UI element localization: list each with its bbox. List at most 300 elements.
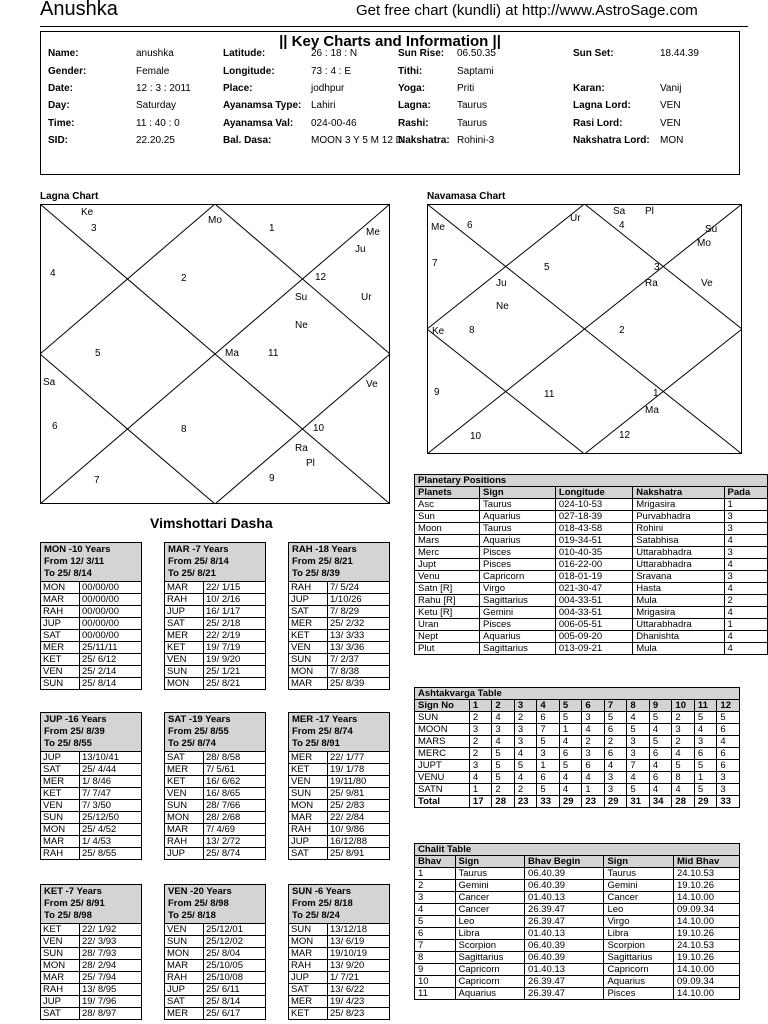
- dasha-row: [289, 642, 390, 654]
- ashtakvarga-row: [415, 772, 740, 784]
- navamsa-planet: Ne: [496, 301, 509, 312]
- dasha-end-date: 25/ 8/21: [204, 678, 266, 690]
- navamsa-chart-title: Navamasa Chart: [427, 191, 506, 202]
- dasha-end-date: 28/ 7/66: [204, 800, 266, 812]
- dasha-end-date: 22/ 1/77: [328, 752, 390, 764]
- ashtakvarga-cell: 5: [627, 784, 650, 796]
- dasha-planet: MER: [289, 752, 328, 764]
- planetary-positions-cell: Mrigasira: [633, 607, 724, 619]
- dasha-end-date: 25/ 4/44: [80, 764, 142, 776]
- ashtakvarga-cell: 4: [559, 784, 582, 796]
- chalit-title: Chalit Table: [415, 844, 740, 856]
- key-info-label: Lagna Lord:: [573, 100, 631, 111]
- dasha-end-date: 25/ 2/83: [328, 800, 390, 812]
- chalit-cell: Gemini: [455, 880, 525, 892]
- dasha-header-line: From 25/ 8/39: [44, 726, 105, 737]
- planetary-positions-cell: 019-34-51: [555, 535, 632, 547]
- key-info-value: Saturday: [136, 100, 177, 111]
- dasha-header: [40, 542, 142, 581]
- ashtakvarga-caption-row: [415, 688, 740, 700]
- dasha-header-line: SUN -6 Years: [292, 886, 351, 897]
- chalit-cell: Libra: [455, 928, 525, 940]
- dasha-end-date: 7/ 8/38: [328, 666, 390, 678]
- ashtakvarga-cell: 3: [672, 724, 695, 736]
- dasha-row: [289, 654, 390, 666]
- dasha-row: [165, 924, 266, 936]
- dasha-end-date: 25/ 8/74: [204, 848, 266, 860]
- dasha-row: [289, 752, 390, 764]
- ashtakvarga-cell: 2: [469, 748, 492, 760]
- chalit-column-header: Mid Bhav: [674, 856, 740, 868]
- dasha-header-line: SAT -19 Years: [168, 714, 231, 725]
- dasha-planet: SUN: [289, 654, 328, 666]
- ashtakvarga-cell: 3: [582, 712, 605, 724]
- dasha-planet: JUP: [165, 848, 204, 860]
- chalit-cell: Virgo: [604, 916, 674, 928]
- planetary-positions-cell: Virgo: [480, 583, 556, 595]
- chalit-cell: 24.10.53: [674, 940, 740, 952]
- planetary-positions-cell: Merc: [415, 547, 480, 559]
- ashtakvarga-cell: 6: [717, 724, 740, 736]
- ashtakvarga-column-header: 8: [627, 700, 650, 712]
- planetary-positions-row: [415, 619, 768, 631]
- planetary-positions-cell: 1: [724, 619, 767, 631]
- key-info-value: 18.44.39: [660, 48, 699, 59]
- ashtakvarga-cell: 4: [559, 772, 582, 784]
- dasha-row: [165, 582, 266, 594]
- dasha-row: [41, 678, 142, 690]
- dasha-end-date: 25/ 6/12: [80, 654, 142, 666]
- dasha-end-date: 13/ 3/36: [328, 642, 390, 654]
- ashtakvarga-row: [415, 724, 740, 736]
- lagna-planet: Ra: [295, 443, 308, 454]
- chalit-cell: 10: [415, 976, 456, 988]
- dasha-end-date: 25/ 2/18: [204, 618, 266, 630]
- ashtakvarga-cell: 6: [537, 772, 560, 784]
- planetary-positions-cell: 018-43-58: [555, 523, 632, 535]
- chalit-cell: 14.10.00: [674, 988, 740, 1000]
- planetary-positions-cell: Satabhisa: [633, 535, 724, 547]
- chalit-cell: 14.10.00: [674, 916, 740, 928]
- dasha-end-date: 00/00/00: [80, 582, 142, 594]
- dasha-row: [41, 948, 142, 960]
- chalit-cell: 06.40.39: [525, 952, 604, 964]
- planetary-positions-cell: 018-01-19: [555, 571, 632, 583]
- chalit-row: [415, 964, 740, 976]
- dasha-end-date: 00/00/00: [80, 618, 142, 630]
- dasha-table: [164, 751, 266, 860]
- chalit-cell: Pisces: [604, 988, 674, 1000]
- dasha-end-date: 28/ 7/93: [80, 948, 142, 960]
- planetary-positions-cell: 1: [724, 499, 767, 511]
- dasha-end-date: 25/ 4/52: [80, 824, 142, 836]
- key-info-label: Latitude:: [223, 48, 266, 59]
- chalit-cell: Scorpion: [455, 940, 525, 952]
- key-info-label: Ayanamsa Type:: [223, 100, 302, 111]
- navamsa-planet: Sa: [613, 206, 626, 217]
- ashtakvarga-cell: 5: [537, 784, 560, 796]
- ashtakvarga-cell: VENU: [415, 772, 470, 784]
- ashtakvarga-cell: 5: [627, 724, 650, 736]
- dasha-end-date: 25/ 8/39: [328, 678, 390, 690]
- ashtakvarga-cell: 3: [582, 748, 605, 760]
- dasha-row: [41, 924, 142, 936]
- ashtakvarga-cell: 4: [582, 772, 605, 784]
- ashtakvarga-cell: 5: [492, 748, 515, 760]
- navamsa-chart: [427, 204, 742, 454]
- ashtakvarga-cell: 29: [694, 796, 717, 808]
- dasha-end-date: 28/ 8/58: [204, 752, 266, 764]
- key-info-label: Karan:: [573, 83, 605, 94]
- ashtakvarga-cell: 7: [627, 760, 650, 772]
- ashtakvarga-cell: MOON: [415, 724, 470, 736]
- dasha-planet: MAR: [41, 594, 80, 606]
- dasha-row: [41, 752, 142, 764]
- dasha-header-line: To 25/ 8/18: [168, 910, 216, 921]
- dasha-row: [165, 996, 266, 1008]
- dasha-row: [41, 776, 142, 788]
- planetary-positions-cell: 3: [724, 547, 767, 559]
- dasha-row: [289, 594, 390, 606]
- dasha-header-line: From 25/ 8/55: [168, 726, 229, 737]
- dasha-planet: JUP: [165, 984, 204, 996]
- navamsa-house-number: 7: [432, 258, 438, 269]
- ashtakvarga-cell: 4: [492, 712, 515, 724]
- dasha-header-line: To 25/ 8/39: [292, 568, 340, 579]
- ashtakvarga-cell: 29: [604, 796, 627, 808]
- dasha-planet: SAT: [289, 848, 328, 860]
- lagna-house-number: 3: [91, 223, 97, 234]
- ashtakvarga-cell: 4: [514, 772, 537, 784]
- ashtakvarga-cell: 33: [537, 796, 560, 808]
- dasha-planet: VEN: [165, 924, 204, 936]
- dasha-end-date: 25/ 6/11: [204, 984, 266, 996]
- chalit-cell: 9: [415, 964, 456, 976]
- dasha-header: [40, 712, 142, 751]
- ashtakvarga-cell: SATN: [415, 784, 470, 796]
- lagna-planet: Ur: [361, 292, 372, 303]
- dasha-planet: SAT: [289, 984, 328, 996]
- ashtakvarga-cell: 3: [717, 784, 740, 796]
- dasha-row: [41, 936, 142, 948]
- ashtakvarga-cell: 4: [582, 724, 605, 736]
- dasha-end-date: 16/ 6/62: [204, 776, 266, 788]
- chalit-cell: 06.40.39: [525, 868, 604, 880]
- chalit-cell: 19.10.26: [674, 880, 740, 892]
- lagna-house-number: 7: [94, 475, 100, 486]
- dasha-planet: VEN: [41, 936, 80, 948]
- planetary-positions-cell: Aquarius: [480, 511, 556, 523]
- chalit-cell: 1: [415, 868, 456, 880]
- ashtakvarga-column-header: Sign No: [415, 700, 470, 712]
- navamsa-house-number: 2: [619, 325, 625, 336]
- key-info-value: Taurus: [457, 118, 488, 129]
- ashtakvarga-cell: 5: [559, 712, 582, 724]
- planetary-positions-cell: Rohini: [633, 523, 724, 535]
- ashtakvarga-row: [415, 796, 740, 808]
- ashtakvarga-cell: 3: [694, 736, 717, 748]
- ashtakvarga-cell: 5: [514, 760, 537, 772]
- dasha-row: [165, 824, 266, 836]
- chalit-cell: Sagittarius: [604, 952, 674, 964]
- dasha-planet: RAH: [165, 972, 204, 984]
- navamsa-planet: Ve: [701, 278, 713, 289]
- navamsa-planet: Me: [431, 222, 445, 233]
- dasha-row: [289, 764, 390, 776]
- navamsa-house-number: 12: [619, 430, 631, 441]
- key-info-value: 73 : 4 : E: [311, 66, 352, 77]
- ashtakvarga-cell: 3: [537, 748, 560, 760]
- ashtakvarga-cell: 5: [604, 712, 627, 724]
- dasha-end-date: 25/10/08: [204, 972, 266, 984]
- dasha-row: [289, 924, 390, 936]
- chalit-cell: 26.39.47: [525, 976, 604, 988]
- dasha-block: [288, 542, 390, 690]
- dasha-end-date: 25/ 2/14: [80, 666, 142, 678]
- dasha-row: [41, 972, 142, 984]
- chalit-cell: 2: [415, 880, 456, 892]
- planetary-positions-cell: 010-40-35: [555, 547, 632, 559]
- ashtakvarga-cell: 5: [672, 760, 695, 772]
- lagna-planet: Pl: [306, 458, 315, 469]
- vimshottari-title: Vimshottari Dasha: [150, 515, 273, 531]
- dasha-header-line: To 25/ 8/91: [292, 738, 340, 749]
- dasha-planet: SAT: [165, 996, 204, 1008]
- lagna-planet: Ne: [295, 320, 308, 331]
- dasha-planet: KET: [165, 776, 204, 788]
- key-info-value: 22.20.25: [136, 135, 175, 146]
- dasha-end-date: 25/10/05: [204, 960, 266, 972]
- key-info-value: Taurus: [457, 100, 488, 111]
- dasha-planet: RAH: [41, 606, 80, 618]
- key-info-panel: [40, 31, 740, 175]
- dasha-header-line: KET -7 Years: [44, 886, 102, 897]
- planetary-positions-cell: Rahu [R]: [415, 595, 480, 607]
- dasha-planet: KET: [41, 788, 80, 800]
- chalit-cell: Scorpion: [604, 940, 674, 952]
- ashtakvarga-cell: 3: [627, 736, 650, 748]
- dasha-block: [288, 884, 390, 1020]
- dasha-table: [164, 581, 266, 690]
- ashtakvarga-cell: 4: [672, 784, 695, 796]
- key-info-label: Name:: [48, 48, 79, 59]
- dasha-end-date: 00/00/00: [80, 606, 142, 618]
- ashtakvarga-cell: 4: [649, 784, 672, 796]
- key-info-value: anushka: [136, 48, 174, 59]
- planetary-positions-cell: 027-18-39: [555, 511, 632, 523]
- dasha-planet: SAT: [41, 1008, 80, 1020]
- chalit-cell: 14.10.00: [674, 964, 740, 976]
- dasha-header-line: From 25/ 8/21: [292, 556, 353, 567]
- dasha-planet: MON: [289, 666, 328, 678]
- ashtakvarga-cell: 2: [582, 736, 605, 748]
- dasha-header-line: MAR -7 Years: [168, 544, 229, 555]
- ashtakvarga-row: [415, 712, 740, 724]
- lagna-house-number: 9: [269, 473, 275, 484]
- key-info-value: Priti: [457, 83, 475, 94]
- chalit-column-header: Bhav Begin: [525, 856, 604, 868]
- planetary-positions-cell: Sravana: [633, 571, 724, 583]
- dasha-end-date: 13/ 2/72: [204, 836, 266, 848]
- dasha-planet: JUP: [41, 752, 80, 764]
- dasha-row: [41, 848, 142, 860]
- dasha-row: [165, 1008, 266, 1020]
- dasha-end-date: 10/ 2/16: [204, 594, 266, 606]
- dasha-row: [289, 948, 390, 960]
- ashtakvarga-cell: 6: [559, 748, 582, 760]
- dasha-row: [289, 824, 390, 836]
- lagna-house-number: 11: [268, 348, 279, 359]
- dasha-planet: VEN: [289, 776, 328, 788]
- dasha-end-date: 25/ 8/55: [80, 848, 142, 860]
- ashtakvarga-cell: 4: [604, 760, 627, 772]
- chalit-row: [415, 904, 740, 916]
- dasha-end-date: 13/ 3/33: [328, 630, 390, 642]
- ashtakvarga-cell: 3: [717, 772, 740, 784]
- dasha-header-line: To 25/ 8/98: [44, 910, 92, 921]
- chalit-cell: 14.10.00: [674, 892, 740, 904]
- dasha-row: [165, 948, 266, 960]
- ashtakvarga-cell: 5: [694, 760, 717, 772]
- dasha-table: [164, 923, 266, 1020]
- dasha-row: [165, 812, 266, 824]
- planetary-positions-cell: Sagittarius: [480, 643, 556, 655]
- dasha-planet: VEN: [165, 788, 204, 800]
- dasha-row: [289, 788, 390, 800]
- dasha-row: [165, 642, 266, 654]
- chalit-row: [415, 880, 740, 892]
- planetary-positions-cell: Pisces: [480, 559, 556, 571]
- lagna-house-number: 12: [315, 272, 327, 283]
- planetary-positions-cell: Sun: [415, 511, 480, 523]
- dasha-row: [165, 618, 266, 630]
- planetary-positions-cell: Venu: [415, 571, 480, 583]
- dasha-end-date: 25/ 8/04: [204, 948, 266, 960]
- planetary-positions-cell: 005-09-20: [555, 631, 632, 643]
- chalit-cell: Taurus: [455, 868, 525, 880]
- ashtakvarga-cell: 3: [492, 724, 515, 736]
- chalit-cell: 6: [415, 928, 456, 940]
- planetary-positions-cell: Taurus: [480, 499, 556, 511]
- planetary-positions-cell: Uttarabhadra: [633, 547, 724, 559]
- key-info-label: Longitude:: [223, 66, 275, 77]
- dasha-row: [165, 776, 266, 788]
- ashtakvarga-header-row: [415, 700, 740, 712]
- lagna-planet: Ju: [355, 244, 366, 255]
- ashtakvarga-cell: 28: [492, 796, 515, 808]
- chalit-cell: 26.39.47: [525, 988, 604, 1000]
- navamsa-house-number: 10: [470, 431, 482, 442]
- planetary-positions-cell: Mrigasira: [633, 499, 724, 511]
- dasha-planet: SAT: [165, 618, 204, 630]
- key-info-label: Place:: [223, 83, 253, 94]
- dasha-end-date: 13/10/41: [80, 752, 142, 764]
- planetary-positions-cell: 4: [724, 559, 767, 571]
- navamsa-planet: Su: [705, 224, 718, 235]
- dasha-planet: MER: [41, 642, 80, 654]
- dasha-row: [41, 960, 142, 972]
- key-info-value: Vanij: [660, 83, 682, 94]
- chalit-cell: Aquarius: [455, 988, 525, 1000]
- navamsa-planet: Mo: [697, 238, 711, 249]
- chalit-column-header: Sign: [604, 856, 674, 868]
- dasha-row: [289, 582, 390, 594]
- planetary-positions-cell: Pisces: [480, 619, 556, 631]
- site-link[interactable]: Get free chart (kundli) at http://www.AstroSage.com: [356, 2, 698, 19]
- key-info-label: Nakshatra:: [398, 135, 450, 146]
- ashtakvarga-cell: 4: [469, 772, 492, 784]
- key-info-value: 024-00-46: [311, 118, 357, 129]
- dasha-planet: VEN: [41, 800, 80, 812]
- dasha-row: [165, 764, 266, 776]
- ashtakvarga-cell: 23: [514, 796, 537, 808]
- dasha-end-date: 22/ 1/92: [80, 924, 142, 936]
- dasha-planet: JUP: [41, 996, 80, 1008]
- dasha-end-date: 25/11/11: [80, 642, 142, 654]
- chalit-cell: 09.09.34: [674, 904, 740, 916]
- key-info-label: Gender:: [48, 66, 87, 77]
- planetary-positions-row: [415, 643, 768, 655]
- dasha-end-date: 7/ 2/37: [328, 654, 390, 666]
- ashtakvarga-row: [415, 748, 740, 760]
- ashtakvarga-cell: 3: [627, 748, 650, 760]
- dasha-planet: MON: [41, 824, 80, 836]
- dasha-end-date: 7/ 7/47: [80, 788, 142, 800]
- dasha-block: [40, 884, 142, 1020]
- dasha-planet: MON: [165, 812, 204, 824]
- ashtakvarga-cell: 3: [604, 784, 627, 796]
- key-info-value: 12 : 3 : 2011: [136, 83, 191, 94]
- ashtakvarga-cell: 5: [694, 712, 717, 724]
- dasha-row: [289, 960, 390, 972]
- planetary-positions-row: [415, 559, 768, 571]
- planetary-positions-row: [415, 523, 768, 535]
- dasha-table: [40, 581, 142, 690]
- chalit-cell: Taurus: [604, 868, 674, 880]
- chalit-cell: Capricorn: [455, 976, 525, 988]
- chalit-cell: 24.10.53: [674, 868, 740, 880]
- dasha-end-date: 25/ 8/23: [328, 1008, 390, 1020]
- dasha-end-date: 00/00/00: [80, 630, 142, 642]
- dasha-end-date: 19/ 7/19: [204, 642, 266, 654]
- dasha-row: [165, 960, 266, 972]
- dasha-end-date: 13/ 9/20: [328, 960, 390, 972]
- chalit-cell: 01.40.13: [525, 964, 604, 976]
- ashtakvarga-cell: 5: [492, 772, 515, 784]
- planetary-positions-cell: Uran: [415, 619, 480, 631]
- dasha-end-date: 25/ 8/14: [80, 678, 142, 690]
- chalit-row: [415, 868, 740, 880]
- dasha-row: [41, 606, 142, 618]
- dasha-header-line: VEN -20 Years: [168, 886, 232, 897]
- key-info-label: Time:: [48, 118, 75, 129]
- lagna-house-number: 10: [313, 423, 325, 434]
- ashtakvarga-cell: 2: [469, 712, 492, 724]
- dasha-planet: RAH: [289, 582, 328, 594]
- ashtakvarga-cell: 3: [469, 760, 492, 772]
- ashtakvarga-cell: 2: [492, 784, 515, 796]
- ashtakvarga-cell: 5: [717, 712, 740, 724]
- ashtakvarga-cell: 6: [604, 724, 627, 736]
- planetary-positions-row: [415, 583, 768, 595]
- dasha-end-date: 19/ 4/23: [328, 996, 390, 1008]
- dasha-planet: MER: [289, 996, 328, 1008]
- dasha-end-date: 13/ 8/95: [80, 984, 142, 996]
- dasha-row: [41, 594, 142, 606]
- dasha-end-date: 19/ 7/96: [80, 996, 142, 1008]
- ashtakvarga-cell: 4: [672, 748, 695, 760]
- dasha-row: [165, 800, 266, 812]
